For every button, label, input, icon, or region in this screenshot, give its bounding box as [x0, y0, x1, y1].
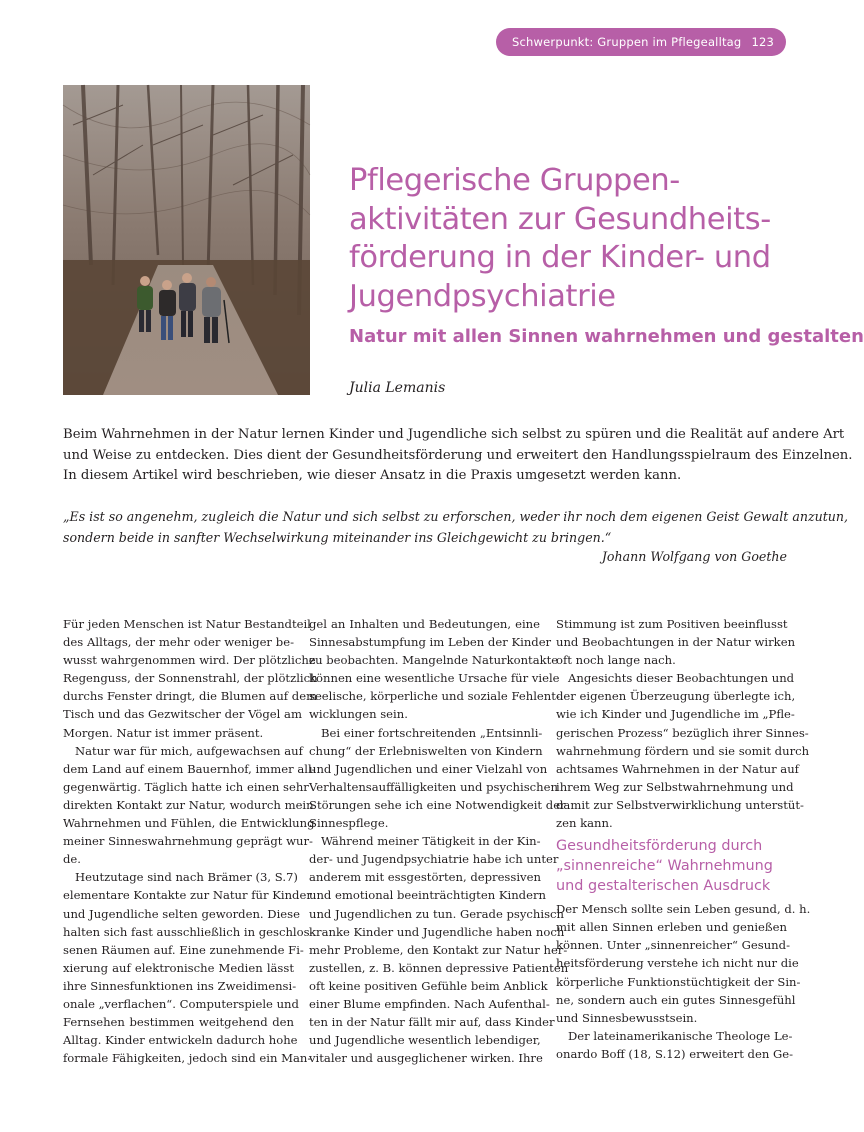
text-line: anderem mit essgestörten, depressiven: [309, 870, 541, 885]
text-line: Verhaltensauffälligkeiten und psychischen: [309, 779, 558, 794]
text-line: Stimmung ist zum Positiven beeinflusst: [556, 617, 788, 631]
text-line: oft keine positiven Gefühle beim Anblick: [309, 978, 548, 993]
text-line: heitsförderung verstehe ich nicht nur die: [556, 956, 799, 971]
body-paragraph: [63, 742, 316, 869]
text-line: zu beobachten. Mangelnde Naturkontakte: [309, 653, 559, 668]
text-line: Bei einer fortschreitenden „Entsinnli-: [321, 725, 543, 740]
text-line: Sinnespflege.: [309, 816, 389, 831]
text-line: Der lateinamerikanische Theologe Le-: [568, 1028, 793, 1043]
text-line: onale „verflachen“. Computerspiele und: [63, 996, 299, 1011]
text-line: Fernsehen bestimmen weitgehend den: [63, 1015, 294, 1030]
body-paragraph: [556, 1027, 794, 1063]
text-line: und Sinnesbewusstsein.: [556, 1010, 698, 1025]
body-paragraph: [556, 669, 810, 832]
body-paragraph: [309, 615, 560, 724]
body-column-2: [309, 615, 569, 1067]
text-line: senen Räumen auf. Eine zunehmende Fi-: [63, 942, 304, 957]
body-paragraph: [309, 832, 569, 1067]
text-line: Für jeden Menschen ist Natur Bestandteil: [63, 617, 311, 631]
text-line: mehr Probleme, den Kontakt zur Natur her-: [309, 942, 568, 957]
column-3-top: [556, 615, 810, 832]
page-number: 123: [751, 35, 774, 49]
text-line: und Jugendlichen zu tun. Gerade psychisch: [309, 906, 564, 921]
text-line: chung“ der Erlebniswelten von Kindern: [309, 743, 543, 758]
article-photo: [63, 85, 310, 395]
text-line: ne, sondern auch ein gutes Sinnesgefühl: [556, 992, 796, 1007]
text-line: und emotional beeinträchtigten Kindern: [309, 888, 546, 903]
text-line: gel an Inhalten und Bedeutungen, eine: [309, 617, 540, 631]
text-line: mit allen Sinnen erleben und genießen: [556, 920, 787, 935]
text-line: oft noch lange nach.: [556, 653, 676, 668]
heading-line: und gestalterischen Ausdruck: [556, 878, 771, 895]
text-line: gerischen Prozess“ bezüglich ihrer Sinnes-: [556, 725, 809, 740]
text-line: und Jugendlichen und einer Vielzahl von: [309, 761, 548, 776]
title-line: aktivitäten zur Gesundheits-: [349, 201, 771, 237]
text-line: vitaler und ausgeglichener wirken. Ihre: [309, 1051, 543, 1066]
text-line: Angesichts dieser Beobachtungen und: [568, 671, 795, 686]
body-paragraph: [63, 868, 314, 1067]
article-title: [349, 162, 789, 316]
body-column-3: [556, 615, 811, 1063]
text-line: kranke Kinder und Jugendliche haben noch: [309, 924, 565, 939]
body-paragraph: [309, 724, 566, 833]
text-line: wicklungen sein.: [309, 707, 408, 722]
text-line: und Jugendliche selten geworden. Diese: [63, 906, 300, 921]
epigraph-quote: [63, 507, 848, 548]
lead-paragraph: [63, 425, 853, 487]
heading-line: Gesundheitsförderung durch: [556, 838, 763, 855]
text-line: Alltag. Kinder entwickeln dadurch hohe: [63, 1033, 298, 1048]
body-paragraph: [556, 900, 811, 1027]
text-line: wie ich Kinder und Jugendliche im „Pfle-: [556, 707, 795, 722]
text-line: damit zur Selbstverwirklichung unterstüt-: [556, 797, 804, 812]
text-line: achtsames Wahrnehmen in der Natur auf: [556, 761, 799, 776]
section-heading: [556, 836, 787, 896]
text-line: meiner Sinneswahrnehmung geprägt wur-: [63, 834, 313, 849]
text-line: einer Blume empfinden. Nach Aufenthal-: [309, 996, 550, 1011]
text-line: onardo Boff (18, S.12) erweitert den Ge-: [556, 1046, 794, 1061]
text-line: dem Land auf einem Bauernhof, immer all-: [63, 761, 316, 776]
text-line: de.: [63, 852, 81, 867]
text-line: der- und Jugendpsychiatrie habe ich unter: [309, 852, 559, 867]
text-line: ten in der Natur fällt mir auf, dass Kinder: [309, 1015, 555, 1030]
section-label: Schwerpunkt: Gruppen im Pflegealltag: [512, 35, 742, 49]
text-line: durchs Fenster dringt, die Blumen auf dem: [63, 689, 318, 704]
text-line: der eigenen Überzeugung überlegte ich,: [556, 689, 796, 704]
title-line: Pflegerische Gruppen-: [349, 163, 680, 198]
text-line: xierung auf elektronische Medien lässt: [63, 960, 294, 975]
text-line: des Alltags, der mehr oder weniger be-: [63, 635, 294, 650]
text-line: zen kann.: [556, 816, 613, 831]
quote-line: „Es ist so angenehm, zugleich die Natur und sich selbst zu erforschen, weder ihr noch dem eigenen Geist Gewalt anzutun,: [63, 509, 848, 524]
quote-line: sondern beide in sanfter Wechselwirkung miteinander ins Gleichgewicht zu bringen.“: [63, 529, 612, 545]
text-line: seelische, körperliche und soziale Fehlent-: [309, 689, 560, 704]
lead-line: und Weise zu entdecken. Dies dient der Gesundheitsförderung und erweitert den Handlungsspielraum des Einzelnen.: [63, 447, 853, 463]
text-line: Natur war für mich, aufgewachsen auf: [75, 743, 303, 758]
text-line: Tisch und das Gezwitscher der Vögel am: [63, 707, 302, 722]
body-paragraph: [63, 615, 318, 742]
text-line: direkten Kontakt zur Natur, wodurch mein: [63, 797, 314, 812]
text-line: Wahrnehmen und Fühlen, die Entwicklung: [63, 816, 315, 831]
body-column-1: [63, 615, 318, 1067]
text-line: ihre Sinnesfunktionen ins Zweidimensi-: [63, 978, 297, 993]
text-line: Sinnesabstumpfung im Leben der Kinder: [309, 635, 552, 650]
text-line: können. Unter „sinnenreicher“ Gesund-: [556, 938, 790, 953]
text-line: Regenguss, der Sonnenstrahl, der plötzlich: [63, 671, 318, 686]
text-line: und Beobachtungen in der Natur wirken: [556, 635, 796, 650]
text-line: Heutzutage sind nach Brämer (3, S.7): [75, 870, 298, 885]
text-line: Während meiner Tätigkeit in der Kin-: [321, 834, 541, 849]
text-line: Der Mensch sollte sein Leben gesund, d. h.: [556, 902, 811, 917]
heading-line: „sinnenreiche“ Wahrnehmung: [556, 858, 773, 875]
text-line: gegenwärtig. Täglich hatte ich einen sehr: [63, 779, 309, 794]
text-line: ihrem Weg zur Selbstwahrnehmung und: [556, 779, 794, 794]
lead-line: Beim Wahrnehmen in der Natur lernen Kinder und Jugendliche sich selbst zu spüren und die Realität auf andere Art: [63, 427, 845, 442]
forest-walk-image: [63, 85, 310, 395]
article-subtitle: Natur mit allen Sinnen wahrnehmen und gestalten: [349, 326, 864, 347]
text-line: und Jugendliche wesentlich lebendiger,: [309, 1033, 541, 1048]
column-3-bottom: [556, 900, 811, 1063]
article-author: Julia Lemanis: [349, 380, 446, 396]
text-line: halten sich fast ausschließlich in geschlos-: [63, 924, 314, 939]
text-line: wusst wahrgenommen wird. Der plötzliche: [63, 653, 316, 668]
lead-line: In diesem Artikel wird beschrieben, wie dieser Ansatz in die Praxis umgesetzt werden kann.: [63, 468, 682, 483]
text-line: zustellen, z. B. können depressive Patienten: [309, 960, 569, 975]
text-line: elementare Kontakte zur Natur für Kinder: [63, 888, 312, 903]
title-line: förderung in der Kinder- und: [349, 240, 771, 275]
body-paragraph: [556, 615, 796, 669]
text-line: können eine wesentliche Ursache für viele: [309, 671, 560, 686]
text-line: Morgen. Natur ist immer präsent.: [63, 725, 264, 740]
title-line: Jugendpsychiatrie: [349, 278, 616, 314]
quote-author: Johann Wolfgang von Goethe: [601, 549, 787, 564]
text-line: körperliche Funktionstüchtigkeit der Sin-: [556, 974, 801, 989]
text-line: wahrnehmung fördern und sie somit durch: [556, 743, 810, 758]
running-header: [496, 28, 786, 56]
text-line: formale Fähigkeiten, jedoch sind ein Man-: [63, 1051, 312, 1066]
text-line: Störungen sehe ich eine Notwendigkeit der: [309, 797, 566, 812]
